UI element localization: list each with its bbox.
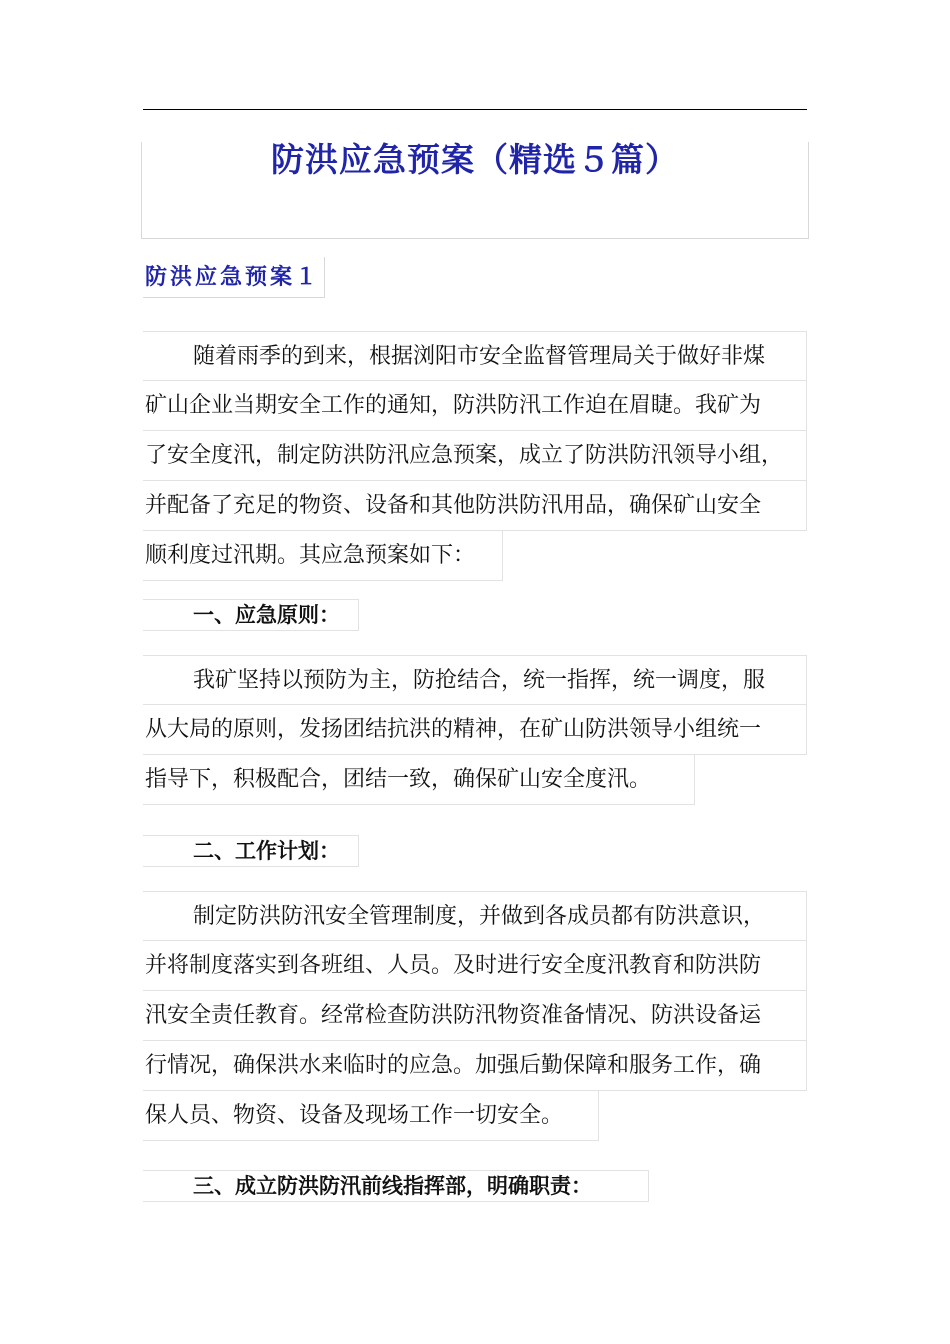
paragraph-line: 保人员、物资、设备及现场工作一切安全。 bbox=[143, 1091, 599, 1141]
paragraph-line: 随着雨季的到来，根据浏阳市安全监督管理局关于做好非煤 bbox=[143, 331, 807, 381]
principles-paragraph bbox=[143, 655, 807, 805]
intro-paragraph bbox=[143, 331, 807, 581]
heading-work-plan: 二、工作计划： bbox=[143, 835, 359, 867]
paragraph-line: 行情况，确保洪水来临时的应急。加强后勤保障和服务工作，确 bbox=[143, 1041, 807, 1091]
paragraph-line: 并配备了充足的物资、设备和其他防洪防汛用品，确保矿山安全 bbox=[143, 481, 807, 531]
paragraph-line: 顺利度过汛期。其应急预案如下： bbox=[143, 531, 503, 581]
paragraph-line: 制定防洪防汛安全管理制度，并做到各成员都有防洪意识， bbox=[143, 891, 807, 941]
top-rule bbox=[143, 109, 807, 110]
paragraph-line: 了安全度汛，制定防洪防汛应急预案，成立了防洪防汛领导小组， bbox=[143, 431, 807, 481]
paragraph-line: 汛安全责任教育。经常检查防洪防汛物资准备情况、防洪设备运 bbox=[143, 991, 807, 1041]
heading-emergency-principles: 一、应急原则： bbox=[143, 599, 359, 631]
heading-command-center: 三、成立防洪防汛前线指挥部，明确职责： bbox=[143, 1170, 649, 1202]
paragraph-line: 我矿坚持以预防为主，防抢结合，统一指挥，统一调度，服 bbox=[143, 655, 807, 705]
paragraph-line: 指导下，积极配合，团结一致，确保矿山安全度汛。 bbox=[143, 755, 695, 805]
work-plan-paragraph bbox=[143, 891, 807, 1141]
document-title: 防洪应急预案（精选５篇） bbox=[271, 140, 679, 179]
paragraph-line: 矿山企业当期安全工作的通知，防洪防汛工作迫在眉睫。我矿为 bbox=[143, 381, 807, 431]
paragraph-line: 从大局的原则，发扬团结抗洪的精神，在矿山防洪领导小组统一 bbox=[143, 705, 807, 755]
section-title: 防洪应急预案１ bbox=[143, 257, 325, 298]
title-box bbox=[141, 142, 809, 239]
paragraph-line: 并将制度落实到各班组、人员。及时进行安全度汛教育和防洪防 bbox=[143, 941, 807, 991]
